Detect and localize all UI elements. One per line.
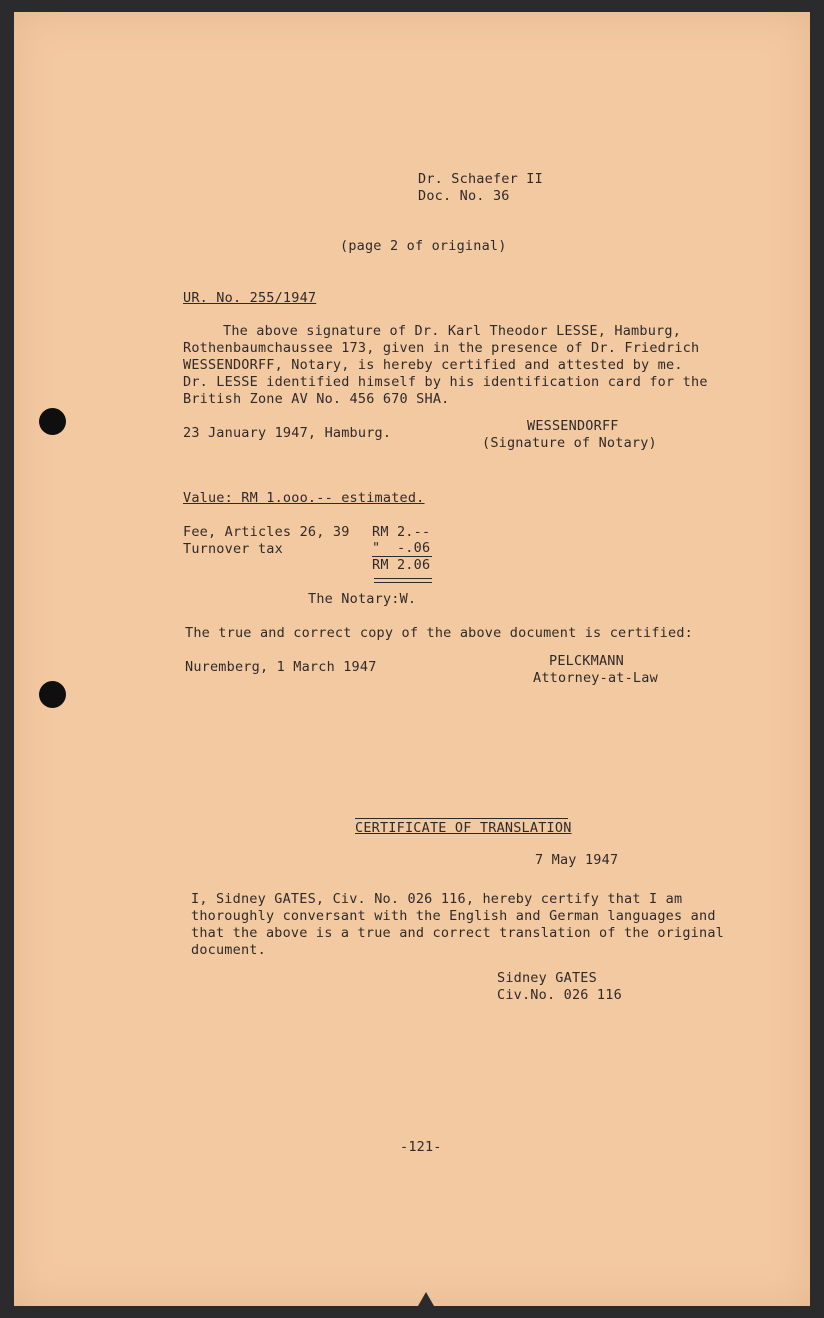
- punch-hole: [39, 681, 66, 708]
- fee-label: Turnover tax: [183, 541, 283, 557]
- page-number: -121-: [400, 1139, 442, 1155]
- header-author: Dr. Schaefer II: [418, 171, 543, 187]
- copy-certification: The true and correct copy of the above document is certified:: [185, 625, 693, 641]
- body-line: Rothenbaumchaussee 173, given in the presence of Dr. Friedrich: [183, 340, 700, 356]
- fee-amount: " -.06: [372, 540, 431, 556]
- translator-name: Sidney GATES: [497, 970, 597, 986]
- header-doc-number: Doc. No. 36: [418, 188, 510, 204]
- fee-total: RM 2.06: [372, 557, 431, 573]
- notary-caption: (Signature of Notary): [482, 435, 657, 451]
- translator-civ: Civ.No. 026 116: [497, 987, 622, 1003]
- total-double-rule: [374, 578, 432, 579]
- copy-date: Nuremberg, 1 March 1947: [185, 659, 377, 675]
- body-line: Dr. LESSE identified himself by his identification card for the: [183, 374, 708, 390]
- ur-number: UR. No. 255/1947: [183, 290, 317, 306]
- attorney-title: Attorney-at-Law: [533, 670, 658, 686]
- certificate-date: 7 May 1947: [535, 852, 619, 868]
- certificate-line: I, Sidney GATES, Civ. No. 026 116, hereby certify that I am: [191, 891, 683, 907]
- certificate-title: CERTIFICATE OF TRANSLATION: [355, 820, 572, 836]
- certificate-line: thoroughly conversant with the English and German languages and: [191, 908, 716, 924]
- notary-initial: The Notary:W.: [308, 591, 417, 607]
- fee-amount: RM 2.--: [372, 524, 431, 540]
- punch-hole: [39, 408, 66, 435]
- document-page: [14, 12, 810, 1306]
- total-double-rule: [374, 582, 432, 583]
- certificate-line: that the above is a true and correct translation of the original: [191, 925, 724, 941]
- body-line: The above signature of Dr. Karl Theodor LESSE, Hamburg,: [223, 323, 682, 339]
- certificate-line: document.: [191, 942, 266, 958]
- attorney-name: PELCKMANN: [549, 653, 624, 669]
- body-line: WESSENDORFF, Notary, is hereby certified and attested by me.: [183, 357, 683, 373]
- body-line: British Zone AV No. 456 670 SHA.: [183, 391, 450, 407]
- page-note: (page 2 of original): [340, 238, 507, 254]
- date-place: 23 January 1947, Hamburg.: [183, 425, 392, 441]
- certificate-overline: [355, 818, 568, 819]
- paper-notch: [418, 1292, 434, 1306]
- notary-name: WESSENDORFF: [527, 418, 619, 434]
- value-line: Value: RM 1.ooo.-- estimated.: [183, 490, 425, 506]
- fee-label: Fee, Articles 26, 39: [183, 524, 350, 540]
